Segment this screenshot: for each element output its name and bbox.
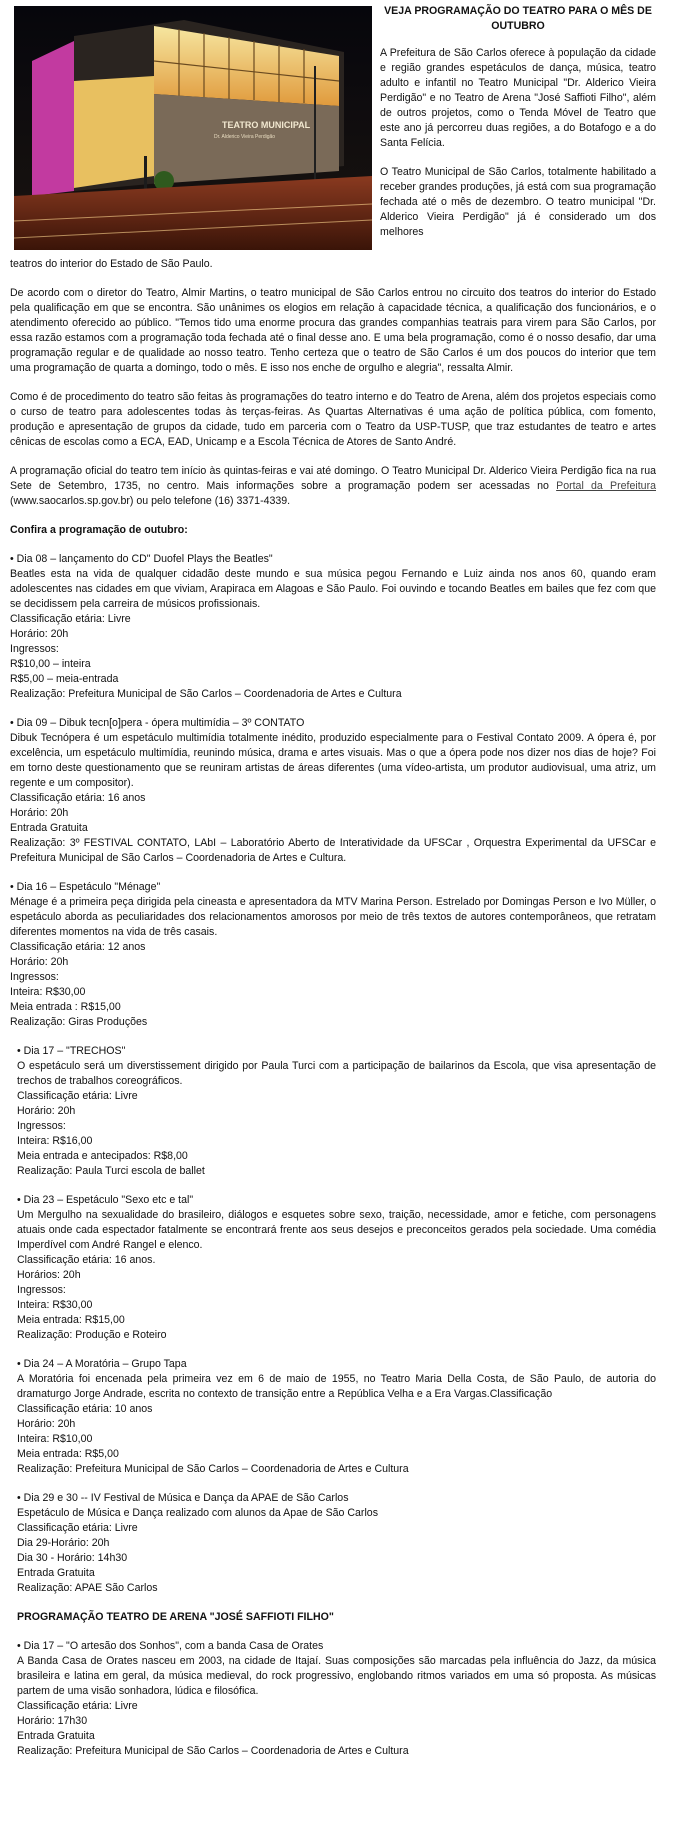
paragraph-director: De acordo com o diretor do Teatro, Almir Martins, o teatro municipal de São Carlos entrou no circuito dos teatros do interior do Estado pela qualificação em que se encontra. São unânimes os elogios em relação à capacidade técnica, a qualificação dos funcionários, e o atendimento oferecido ao público. "Temos tido uma enorme procura das grandes companhias teatrais para virem para São Carlos, por essa razão estamos com a programação toda fechada até o final desse ano. E uma bela programação, como é o nosso desafio, dar uma programação regular e de qualidade ao nosso teatro. Tenho certeza que o teatro de São Carlos é um dos poucos do interior que tem uma programação de quarta a domingo, todo o mês. E isso nos enche de orgulho e alegria", ressalta Almir. (10, 287, 656, 374)
event-description: Dibuk Tecnópera é um espetáculo multimídia totalmente inédito, produzido especialmente para o Festival Contato 2009. A ópera é, por excelência, um espetáculo multimídia, reunindo música, drama e artes visuais. Mas o que a ópera pode nos dizer nos dias de hoje? Foi em torno deste questionamento que se reuniram artistas de áreas diferentes (uma vídeo-artista, um produtor audiovisual, uma atriz, um regente e um compositor). (10, 732, 656, 789)
event-holder (10, 1491, 656, 1596)
event-detail-line: Dia 29-Horário: 20h (17, 1537, 110, 1549)
event-detail-line: Realização: Giras Produções (10, 1016, 148, 1028)
event-item (17, 1193, 656, 1343)
article-body (10, 257, 656, 1773)
event-detail-line: Classificação etária: 16 anos (10, 792, 146, 804)
event-title: • Dia 23 – Espetáculo "Sexo etc e tal" (17, 1194, 194, 1206)
event-description: Ménage é a primeira peça dirigida pela cineasta e apresentadora da MTV Marina Person. Estrelado por Domingas Person e Ivo Müller, o espetáculo aborda as peculiaridades dos relacionamentos amorosos por meio de três textos de autores contemporâneos, que retratam diferentes momentos na vida de três casais. (10, 896, 656, 938)
event-holder (10, 1044, 656, 1179)
event-detail-line: Horários: 20h (17, 1269, 81, 1281)
portal-prefeitura-link[interactable]: Portal da Prefeitura (556, 480, 656, 492)
intro-paragraph-2-continued: teatros do interior do Estado de São Paulo. (10, 258, 213, 270)
event-item (10, 716, 656, 866)
event-detail-line: R$5,00 – meia-entrada (10, 673, 119, 685)
event-detail-line: Realização: Prefeitura Municipal de São Carlos – Coordenadoria de Artes e Cultura (10, 688, 402, 700)
event-detail-line: Inteira: R$10,00 (17, 1433, 93, 1445)
event-detail-line: Horário: 17h30 (17, 1715, 88, 1727)
event-detail-line: Horário: 20h (17, 1418, 76, 1430)
event-holder (10, 716, 656, 866)
event-detail-line: Dia 30 - Horário: 14h30 (17, 1552, 128, 1564)
event-item (17, 1639, 656, 1759)
event-item (17, 1491, 656, 1596)
photo-sign-subtext: Dr. Alderico Vieira Perdigão (214, 134, 276, 140)
paragraph-schedule-info (10, 464, 656, 509)
event-detail-line: Horário: 20h (10, 807, 69, 819)
event-detail-line: Horário: 20h (17, 1105, 76, 1117)
event-description: A Banda Casa de Orates nasceu em 2003, na cidade de Itajaí. Suas composições são marcadas pela influência do Jazz, da música brasileira e latina em geral, da música medieval, do rock progressivo, englobando ritmos variados em uma só proposta. As músicas partem de uma visão sonhadora, lúdica e filosófica. (17, 1655, 656, 1697)
event-detail-line: Inteira: R$30,00 (10, 986, 86, 998)
event-title: • Dia 17 – "O artesão dos Sonhos", com a banda Casa de Orates (17, 1640, 324, 1652)
event-detail-line: Inteira: R$16,00 (17, 1135, 93, 1147)
event-item (10, 552, 656, 702)
event-credits: Realização: 3º FESTIVAL CONTATO, LAbI – Laboratório Aberto de Interatividade da UFSCar , Orquestra Experimental da UFSCar e Prefeitura Municipal de São Carlos – Coordenadoria de Artes e Cultura. (10, 837, 656, 864)
event-holder (10, 1193, 656, 1343)
event-detail-line: Meia entrada: R$5,00 (17, 1448, 119, 1460)
event-detail-line: Classificação etária: Livre (17, 1090, 138, 1102)
event-detail-line: Realização: APAE São Carlos (17, 1582, 158, 1594)
events-list (10, 552, 656, 1596)
event-description: Beatles esta na vida de qualquer cidadão deste mundo e sua música pegou Fernando e Luiz ainda nos anos 60, quando eram adolescentes nas cidades em que viviam, Arapiraca em Alagoas e São Paulo. Foi ouvindo e tocando Beatles em bailes que fez com que se decidissem pela carreira de músicos profissionais. (10, 568, 656, 610)
intro-paragraph-1: A Prefeitura de São Carlos oferece à população da cidade e região grandes espetáculos de dança, música, teatro adulto e infantil no Teatro Municipal "Dr. Alderico Vieira Perdigão" e no Teatro de Arena "José Saffioti Filho", além de outros projetos, como o Tenda Móvel de Teatro que este ano já percorreu duas regiões, a do Botafogo e a do Santa Felícia. (380, 47, 656, 149)
event-detail-line: Inteira: R$30,00 (17, 1299, 93, 1311)
event-detail-line: R$10,00 – inteira (10, 658, 91, 670)
event-holder (10, 1357, 656, 1477)
schedule-info-text-end: (www.saocarlos.sp.gov.br) ou pelo telefone (16) 3371-4339. (10, 495, 291, 507)
event-detail-line: Realização: Prefeitura Municipal de São Carlos – Coordenadoria de Artes e Cultura (17, 1463, 409, 1475)
event-description: A Moratória foi encenada pela primeira vez em 6 de maio de 1955, no Teatro Maria Della Costa, de São Paulo, de autoria do dramaturgo Jorge Andrade, escrita no contexto de transição entre a República Velha e a Era Vargas.Classificação (17, 1373, 656, 1400)
event-item (17, 1044, 656, 1179)
event-description: Um Mergulho na sexualidade do brasileiro, diálogos e esquetes sobre sexo, traição, necessidade, amor e fetiche, com personagens atuais onde cada espectador fatalmente se encontrará frente aos seus desejos e preconceitos gerados pela sociedade. Uma comédia Imperdível com André Rangel e elenco. (17, 1209, 656, 1251)
schedule-info-text: A programação oficial do teatro tem início às quintas-feiras e vai até domingo. O Teatro Municipal Dr. Alderico Vieira Perdigão fica na rua Sete de Setembro, 1735, no centro. Mais informações sobre a programação podem ser acessadas no (10, 465, 656, 492)
intro-paragraph-2: O Teatro Municipal de São Carlos, totalmente habilitado a receber grandes produções, já está com sua programação fechada até o mês de dezembro. O teatro municipal "Dr. Alderico Vieira Perdigão" já é considerado um dos melhores (380, 166, 656, 238)
event-title: • Dia 24 – A Moratória – Grupo Tapa (17, 1358, 187, 1370)
event-detail-line: Meia entrada : R$15,00 (10, 1001, 121, 1013)
event-detail-line: Meia entrada: R$15,00 (17, 1314, 125, 1326)
event-detail-line: Entrada Gratuita (10, 822, 88, 834)
event-detail-line: Entrada Gratuita (17, 1730, 95, 1742)
event-title: • Dia 09 – Dibuk tecn[o]pera - ópera multimídia – 3º CONTATO (10, 717, 305, 729)
arena-section-title: PROGRAMAÇÃO TEATRO DE ARENA "JOSÉ SAFFIOTI FILHO" (17, 1611, 334, 1623)
event-detail-line: Classificação etária: Livre (17, 1700, 138, 1712)
event-item (10, 880, 656, 1030)
article-headline: VEJA PROGRAMAÇÃO DO TEATRO PARA O MÊS DE OUTUBRO (384, 5, 652, 32)
event-holder (10, 552, 656, 702)
event-description: O espetáculo será um diverstissement dirigido por Paula Turci com a participação de bailarinos da Escola, que visa apresentação de trechos de trabalhos coreográficos. (17, 1060, 656, 1087)
schedule-title: Confira a programação de outubro: (10, 524, 188, 536)
event-title: • Dia 16 – Espetáculo "Ménage" (10, 881, 161, 893)
event-detail-line: Classificação etária: 12 anos (10, 941, 146, 953)
event-detail-line: Classificação etária: 10 anos (17, 1403, 153, 1415)
event-detail-line: Horário: 20h (10, 956, 69, 968)
event-title: • Dia 17 – "TRECHOS" (17, 1045, 126, 1057)
event-item (17, 1357, 656, 1477)
event-detail-line: Meia entrada e antecipados: R$8,00 (17, 1150, 188, 1162)
photo-sign-text: TEATRO MUNICIPAL (222, 120, 311, 130)
event-holder (10, 880, 656, 1030)
intro-block (380, 4, 656, 254)
event-detail-line: Ingressos: (10, 971, 59, 983)
event-detail-line: Classificação etária: Livre (17, 1522, 138, 1534)
event-detail-line: Horário: 20h (10, 628, 69, 640)
event-detail-line: Classificação etária: 16 anos. (17, 1254, 156, 1266)
event-detail-line: Ingressos: (17, 1284, 66, 1296)
event-detail-line: Entrada Gratuita (17, 1567, 95, 1579)
paragraph-procedure: Como é de procedimento do teatro são feitas às programações do teatro interno e do Teatro de Arena, além dos projetos especiais como o curso de teatro para adolescentes todas às terças-feiras. As Quartas Alternativas é uma ação de política pública, com fomento, produção e apresentação de grupos da cidade, tudo em parceria com o Teatro da USP-TUSP, que traz estudantes de teatro e artes cênicas de escolas como a ECA, EAD, Unicamp e a Escola Técnica de Atores de Santo André. (10, 391, 656, 448)
event-detail-line: Ingressos: (17, 1120, 66, 1132)
theater-building-image (14, 6, 372, 250)
event-title: • Dia 08 – lançamento do CD" Duofel Plays the Beatles" (10, 553, 273, 565)
event-title: • Dia 29 e 30 -- IV Festival de Música e Dança da APAE de São Carlos (17, 1492, 349, 1504)
event-detail-line: Realização: Prefeitura Municipal de São Carlos – Coordenadoria de Artes e Cultura (17, 1745, 409, 1757)
event-detail-line: Realização: Produção e Roteiro (17, 1329, 167, 1341)
event-detail-line: Ingressos: (10, 643, 59, 655)
event-detail-line: Classificação etária: Livre (10, 613, 131, 625)
event-detail-line: Realização: Paula Turci escola de ballet (17, 1165, 205, 1177)
arena-events-list (10, 1639, 656, 1759)
event-detail-line: Espetáculo de Música e Dança realizado com alunos da Apae de São Carlos (17, 1507, 378, 1519)
theater-photo (14, 6, 372, 250)
